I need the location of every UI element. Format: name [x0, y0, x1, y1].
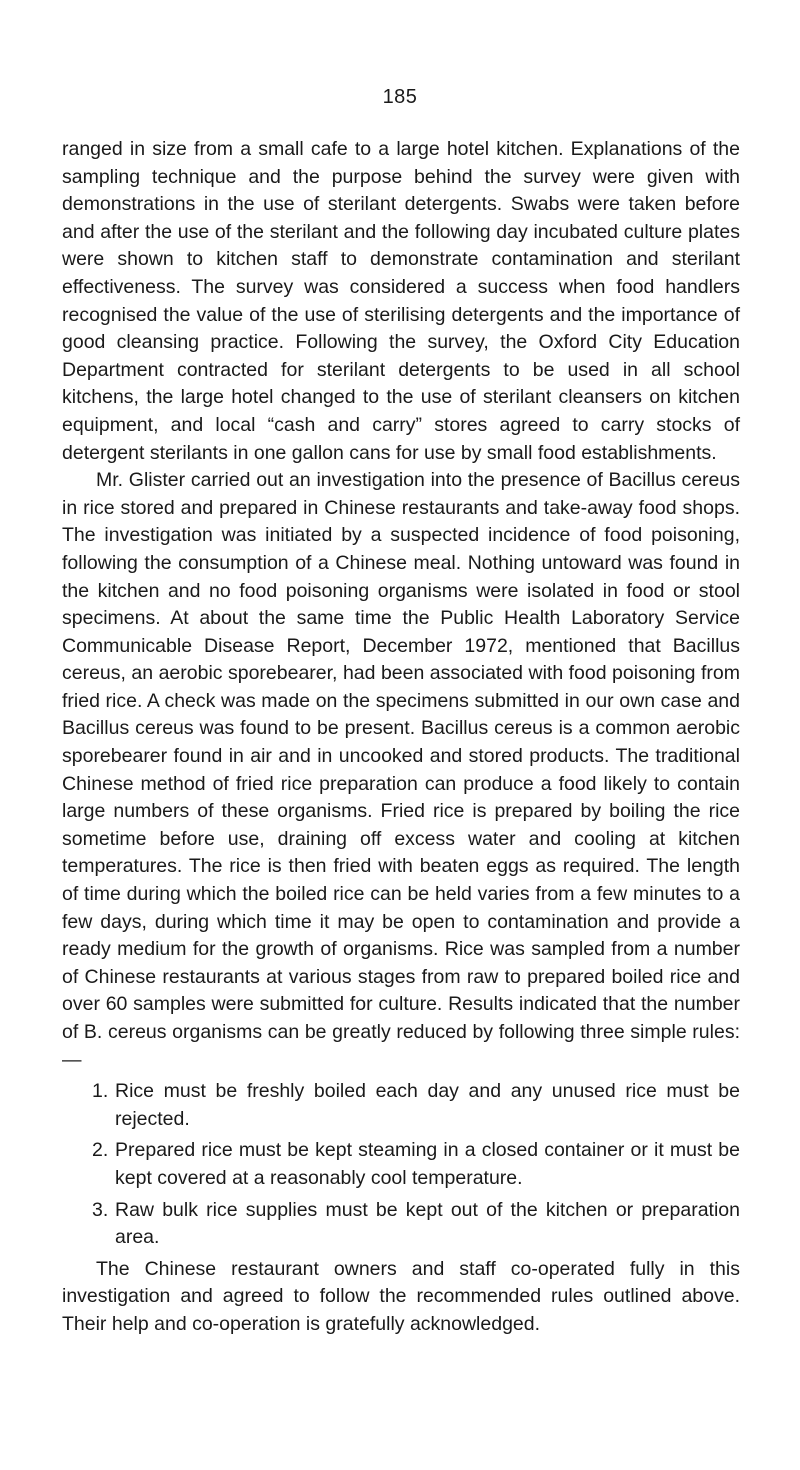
rule-item: [62, 1137, 740, 1192]
paragraph-closing: The Chinese restaurant owners and staff co-operated fully in this investigation and agreed to follow the recommended rules outlined above. Their help and co-operation is gratefully acknowledged.: [62, 1257, 740, 1335]
rule-text: Prepared rice must be kept steaming in a closed container or it must be kept covered at a reasonably cool temperature.: [115, 1139, 740, 1189]
rule-number: 1.: [92, 1080, 109, 1103]
page-number: 185: [382, 86, 418, 108]
rule-text: Raw bulk rice supplies must be kept out of the kitchen or preparation area.: [115, 1198, 740, 1249]
paragraph-bacillus-investigation: Mr. Glister carried out an investigation into the presence of Bacillus cereus in rice stored and prepared in Chinese restaurants and take-away food shops. The investigation was initiated by a suspected incidence of food poisoning, following the consumption of a Chinese meal. Nothing untoward was found in the kitchen and no food poisoning organisms were isolated in food or stool specimens. At about the same time the Public Health Laboratory Service Communicable Disease Report, December 1972, mentioned that Bacillus cereus, an aerobic sporebearer, had been associated with food poisoning from fried rice. A check was made on the specimens submitted in our own case and Bacillus cereus was found to be present. Bacillus cereus is a common aerobic sporebearer found in air and in uncooked and stored products. The traditional Chinese method of fried rice preparation can produce a food likely to contain large numbers of these organisms. Fried rice is prepared by boiling the rice sometime before use, draining off excess water and cooling at kitchen temperatures. The rice is then fried with beaten eggs as required. The length of time during which the boiled rice can be held varies from a few minutes to a few days, during which time it may be open to contamination and provide a ready medium for the growth of organisms. Rice was sampled from a number of Chinese restaurants at various stages from raw to prepared boiled rice and over 60 samples were submitted for culture. Results indicated that the number of B. cereus organisms can be greatly reduced by following three simple rules:—: [62, 469, 740, 1071]
rule-text: Rice must be freshly boiled each day and any unused rice must be rejected.: [115, 1080, 740, 1130]
rule-item: [62, 1197, 740, 1252]
document-body: [62, 136, 740, 1339]
paragraph-survey: ranged in size from a small cafe to a large hotel kitchen. Explanations of the sampling technique and the purpose behind the survey were given with demonstrations in the use of sterilant detergents. Swabs were taken before and after the use of the sterilant and the following day incubated culture plates were shown to kitchen staff to demonstrate contamination and sterilant effectiveness. The survey was considered a success when food handlers recognised the value of the use of sterilising detergents and the importance of good cleansing practice. Following the survey, the Oxford City Education Department contracted for sterilant detergents to be used in all school kitchens, the large hotel changed to the use of sterilant cleansers on kitchen equipment, and local “cash and carry” stores agreed to carry stocks of detergent sterilants in one gallon cans for use by small food establishments.: [62, 138, 740, 464]
rule-number: 3.: [92, 1198, 109, 1221]
rules-list: [62, 1078, 740, 1252]
rule-number: 2.: [92, 1139, 109, 1162]
rule-item: [62, 1078, 740, 1133]
